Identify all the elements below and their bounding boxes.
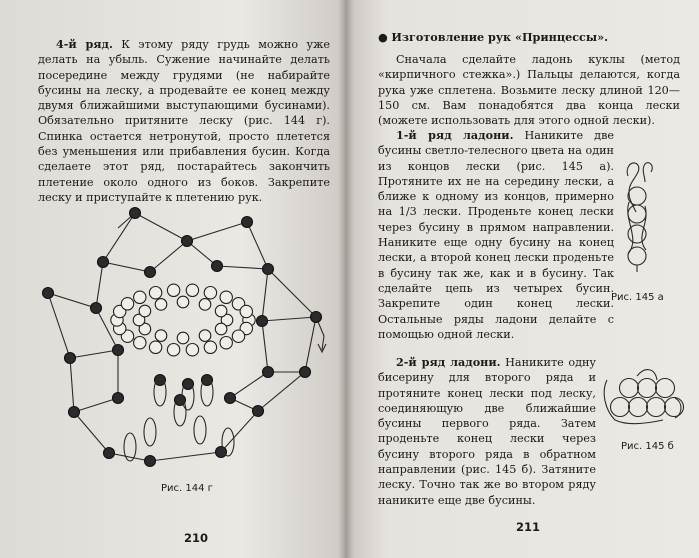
thread-link	[262, 269, 268, 321]
light-bead	[220, 337, 232, 349]
light-bead	[149, 287, 161, 299]
row2-heading: 2-й ряд ладони.	[396, 355, 501, 369]
dark-bead	[155, 375, 166, 386]
page-number-211: 211	[516, 520, 541, 534]
dark-bead	[113, 345, 124, 356]
thread-link	[262, 317, 316, 321]
figure-145a-caption: Рис. 145 а	[611, 292, 664, 303]
dark-bead	[202, 375, 213, 386]
book-gutter	[338, 0, 354, 558]
section-title-text: Изготовление рук «Принцессы».	[391, 30, 608, 44]
dark-bead	[242, 217, 253, 228]
intro-text: Сначала сделайте ладонь куклы (метод «кирпичного стежка».) Пальцы делаются, когда рука уже сплетена. Возьмите леску длиной 120—150 см. Вам понадобятся два конца лески (можете использовать для этого одной лески).	[378, 53, 680, 128]
thread-link	[70, 350, 118, 358]
dark-bead	[263, 367, 274, 378]
thread-link	[74, 398, 118, 412]
light-bead	[177, 296, 189, 308]
thread-link	[230, 372, 268, 398]
dark-bead	[91, 303, 102, 314]
light-bead	[186, 344, 198, 356]
dark-bead	[311, 312, 322, 323]
dark-bead	[43, 288, 54, 299]
dark-bead	[300, 367, 311, 378]
figure-145b-caption: Рис. 145 б	[621, 441, 674, 452]
figure-144g	[0, 0, 345, 558]
dark-bead	[183, 379, 194, 390]
dark-bead	[145, 267, 156, 278]
light-bead	[204, 287, 216, 299]
thread-link	[217, 266, 268, 269]
figure-144g-caption: Рис. 144 г	[161, 483, 213, 494]
bead-loop	[144, 418, 156, 446]
light-bead	[220, 291, 232, 303]
dark-bead	[212, 261, 223, 272]
figure-145b	[345, 0, 699, 558]
dark-bead	[98, 257, 109, 268]
dark-bead	[225, 393, 236, 404]
light-bead	[204, 341, 216, 353]
dark-bead	[263, 264, 274, 275]
light-bead	[215, 305, 227, 317]
dark-bead	[104, 448, 115, 459]
row4-text: К этому ряду грудь можно уже делать на убыль. Сужение начинайте делать посередине между грудями (не набирайте бусины на леску, а продевайте ее конец между двумя ближайшими выступающими бусинами). Обязательно притяните леску (рис. 144 г). Спинка остается нетронутой, просто плетется без уменьшения или прибавления бусин. Когда сделаете этот ряд, постарайтесь закончить плетение около одного из боков. Закрепите леску и приступайте к плетению рук.	[38, 38, 330, 204]
dark-bead	[182, 236, 193, 247]
dark-bead	[216, 447, 227, 458]
bead-loop	[222, 428, 234, 456]
light-bead	[155, 299, 167, 311]
row2-text: Наниките одну бисерину для второго ряда и протяните конец лески под леску, соединяющую две ближайшие бусины первого ряда. Затем проденьте конец лески через бусину второго ряда в обратном направлении (рис. 145 б). Затяните леску. Точно так же во втором ряду наниките еще две бусины.	[378, 356, 596, 507]
dark-bead	[175, 395, 186, 406]
dark-bead	[145, 456, 156, 467]
left-page	[0, 0, 345, 558]
dark-bead	[130, 208, 141, 219]
row1-text: Наниките две бусины светло-телесного цвета на один из концов лески (рис. 145 а). Протяните их не на середину лески, а ближе к одному из концов, примерно на 1/3 лески. Проденьте конец лески через бусину в прямом направлении. Наниките еще одну бусину на конец лески, а второй конец лески проденьте в бусину так же, как и в бусину. Так сделайте цепь из четырех бусин. Закрепите один конец лески. Остальные ряды ладони делайте с помощью одной лески.	[378, 129, 614, 341]
light-bead	[199, 330, 211, 342]
dark-bead	[253, 406, 264, 417]
page-number-210: 210	[184, 531, 209, 545]
light-bead	[149, 341, 161, 353]
light-bead	[186, 284, 198, 296]
light-bead	[232, 330, 244, 342]
light-bead	[167, 284, 179, 296]
light-bead	[240, 305, 252, 317]
dark-bead	[113, 393, 124, 404]
dark-bead	[65, 353, 76, 364]
light-bead	[177, 332, 189, 344]
thread-link	[150, 241, 187, 272]
light-bead	[134, 337, 146, 349]
bead-loop	[194, 416, 206, 444]
row1-heading: 1-й ряд ладони.	[396, 128, 514, 142]
light-bead	[121, 298, 133, 310]
row4-heading: 4-й ряд.	[56, 37, 113, 51]
right-page	[345, 0, 699, 558]
thread-link	[262, 321, 268, 372]
dark-bead	[257, 316, 268, 327]
thread-link	[103, 262, 150, 272]
light-bead	[199, 299, 211, 311]
bullet-icon: ●	[378, 31, 388, 44]
light-bead	[139, 305, 151, 317]
light-bead	[155, 330, 167, 342]
dark-bead	[69, 407, 80, 418]
light-bead	[215, 323, 227, 335]
light-bead	[134, 291, 146, 303]
light-bead	[167, 344, 179, 356]
